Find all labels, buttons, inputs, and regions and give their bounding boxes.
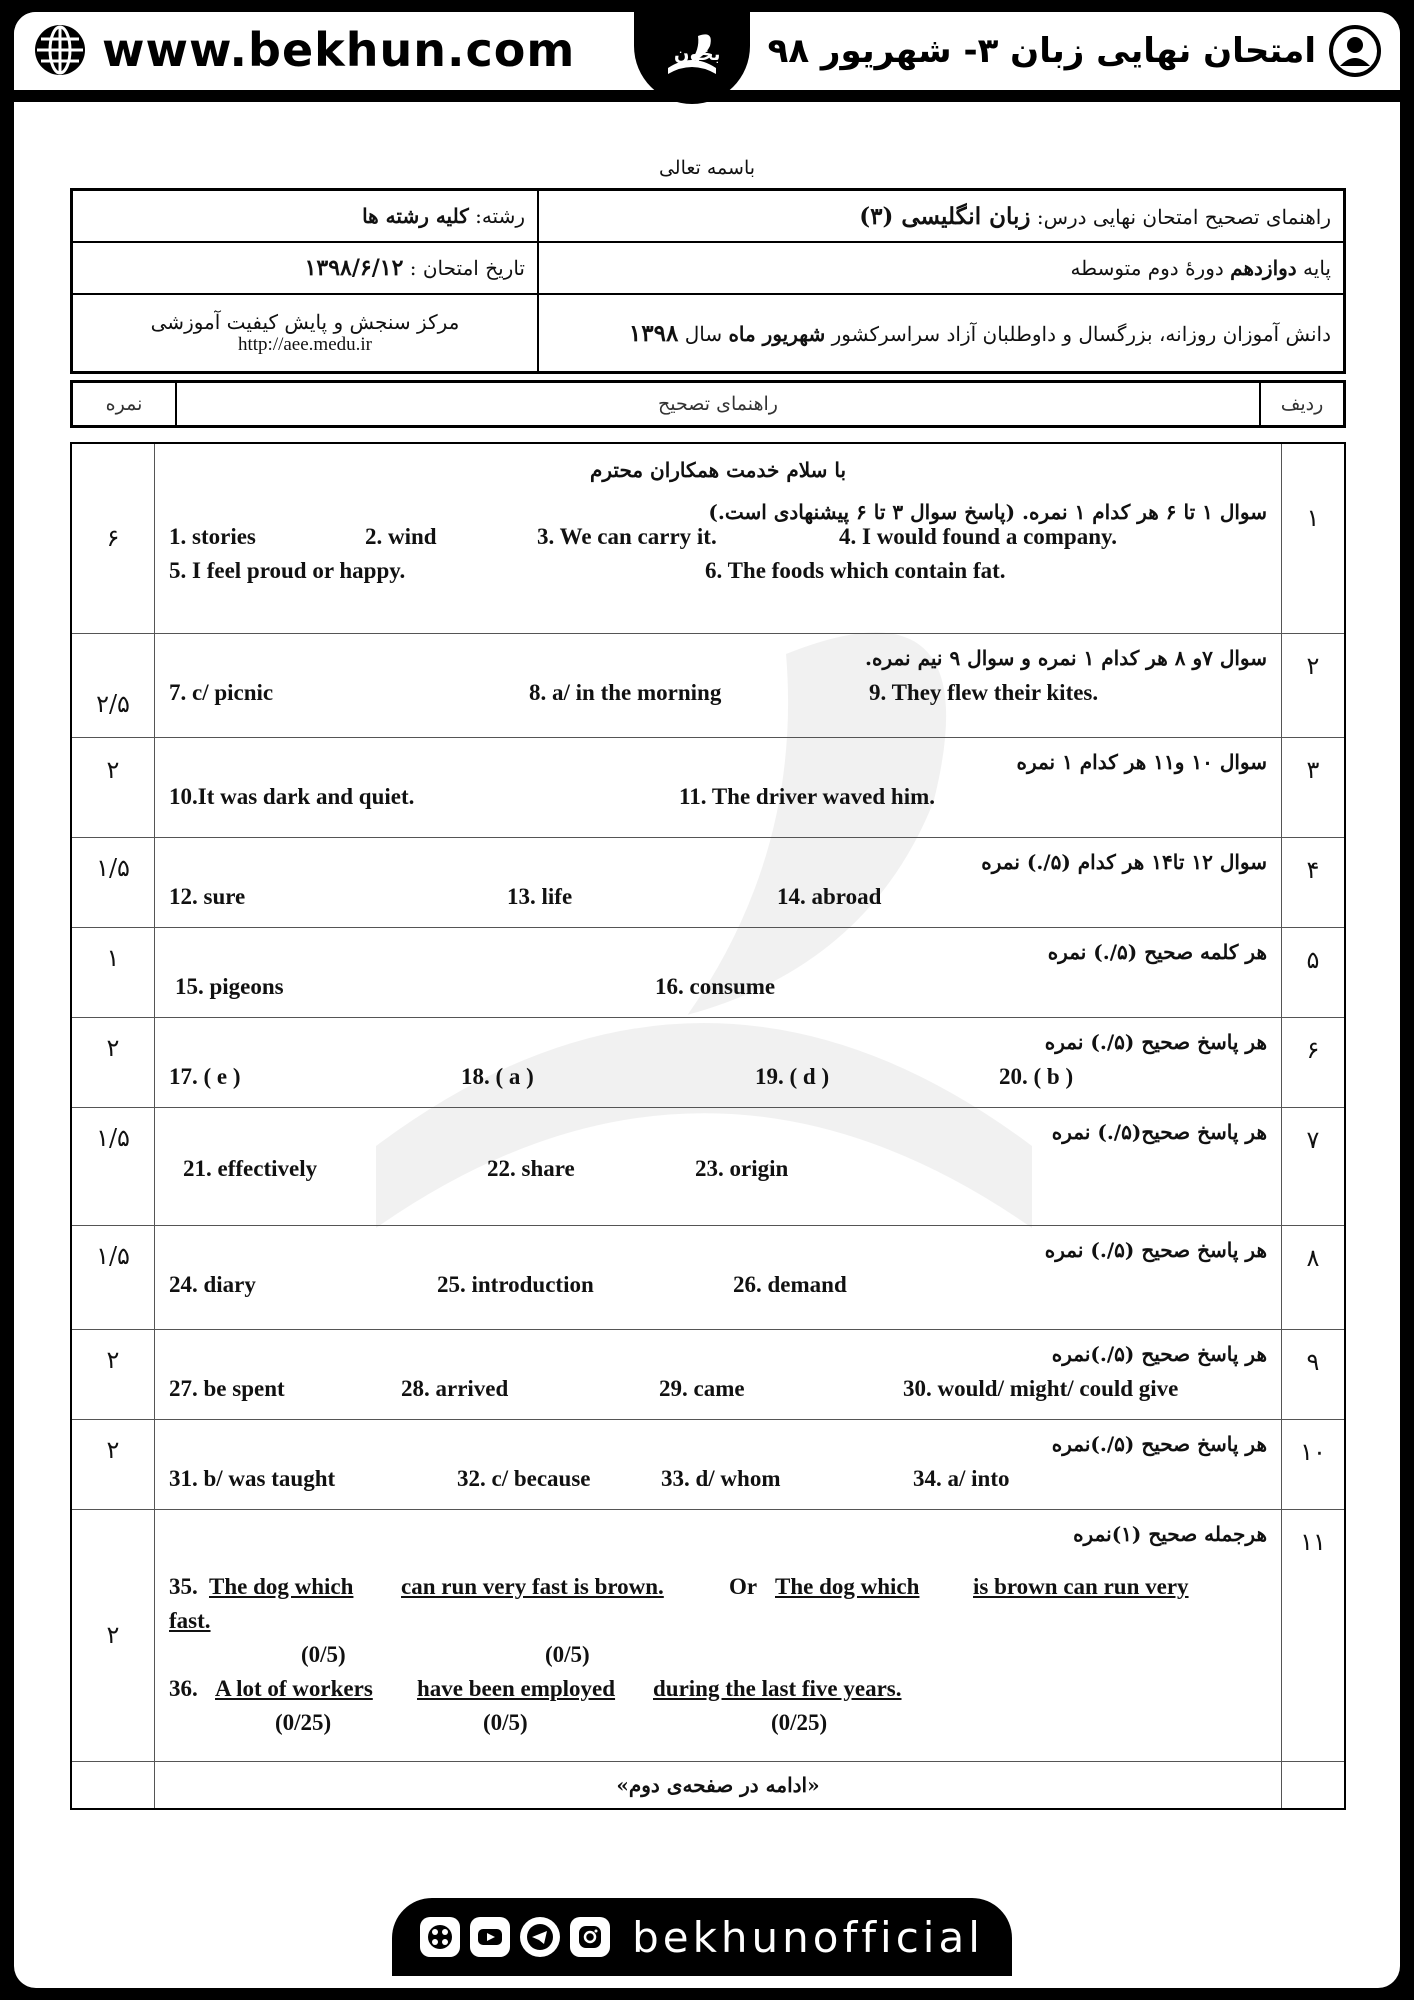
center-url[interactable]: http://aee.medu.ir xyxy=(237,334,372,355)
row-body xyxy=(155,1509,1282,1761)
site-url[interactable]: www.bekhun.com xyxy=(102,23,576,77)
grade-value: دوازدهم xyxy=(1230,256,1297,280)
column-header-table xyxy=(70,380,1346,428)
field-cell xyxy=(72,190,539,243)
answer-22: 22. share xyxy=(487,1155,575,1181)
row-number: ۸ xyxy=(1282,1225,1346,1329)
answer-5: 5. I feel proud or happy. xyxy=(169,558,406,583)
exam-title: امتحان نهایی زبان ۳- شهریور ۹۸ xyxy=(767,31,1316,71)
table-row xyxy=(71,1225,1345,1329)
sentence-36-part-c: during the last five years. xyxy=(653,1675,902,1701)
answer-7: 7. c/ picnic xyxy=(169,679,274,705)
answer-line xyxy=(169,1272,1267,1306)
row-body xyxy=(155,633,1282,737)
instagram-icon[interactable] xyxy=(570,1917,610,1957)
answer-table xyxy=(70,442,1346,1810)
answer-12: 12. sure xyxy=(169,883,246,909)
question-instruction: سوال ۱۰ و۱۱ هر کدام ۱ نمره xyxy=(1016,749,1267,774)
answer-line xyxy=(169,974,1267,1008)
sentence-35-or: Or xyxy=(729,1573,758,1599)
answer-24: 24. diary xyxy=(169,1271,256,1297)
table-row xyxy=(71,633,1345,737)
row-number: ۱۰ xyxy=(1282,1419,1346,1509)
table-row xyxy=(71,1761,1345,1809)
row-number: ۹ xyxy=(1282,1329,1346,1419)
table-row xyxy=(71,837,1345,927)
row-score: ۱ xyxy=(71,927,155,1017)
course-cell xyxy=(538,190,1345,243)
row-body xyxy=(155,443,1282,633)
user-icon xyxy=(1328,24,1382,78)
sentence-35-part-a: The dog which xyxy=(209,1573,354,1599)
row-number: ۴ xyxy=(1282,837,1346,927)
answer-15: 15. pigeons xyxy=(175,973,284,999)
row-body xyxy=(155,1017,1282,1107)
students-cell xyxy=(538,294,1345,373)
row-number: ۵ xyxy=(1282,927,1346,1017)
sentence-35-part-b: can run very fast is brown. xyxy=(401,1573,664,1599)
empty-cell xyxy=(71,1761,155,1809)
greeting: با سلام خدمت همکاران محترم xyxy=(589,458,847,482)
row-score: ۲ xyxy=(71,1509,155,1761)
sentence-36-part-a: A lot of workers xyxy=(215,1675,373,1701)
answer-21: 21. effectively xyxy=(183,1155,318,1181)
exam-info-table xyxy=(70,188,1346,374)
question-instruction: هر پاسخ صحیح (۵/.)نمره xyxy=(1051,1431,1267,1456)
question-instruction: سوال ۱۲ تا۱۴ هر کدام (۵/.) نمره xyxy=(981,849,1267,874)
date-cell xyxy=(72,242,539,294)
row-body xyxy=(155,737,1282,837)
continue-note: «ادامه در صفحه‌ی دوم» xyxy=(155,1761,1282,1809)
field-value: کلیه رشته ها xyxy=(362,204,469,228)
answer-11: 11. The driver waved him. xyxy=(679,783,935,809)
bismillah: باسمه تعالی xyxy=(658,157,756,179)
students-month: شهریور ماه xyxy=(728,321,826,346)
row-number: ۱ xyxy=(1282,443,1346,633)
question-instruction: سوال ۱ تا ۶ هر کدام ۱ نمره. (پاسخ سوال ۳ تا ۶ پیشنهادی است.) xyxy=(708,500,1267,524)
answer-line xyxy=(169,524,1267,558)
answer-3: 3. We can carry it. xyxy=(537,524,717,549)
answer-line xyxy=(169,1064,1267,1098)
table-row xyxy=(71,1107,1345,1225)
page xyxy=(14,12,1400,1988)
answer-line xyxy=(169,558,1267,592)
answer-1: 1. stories xyxy=(169,524,256,549)
students-year-label: سال xyxy=(684,321,723,346)
social-bar xyxy=(392,1898,1012,1976)
date-value: ۱۳۹۸/۶/۱۲ xyxy=(304,255,404,281)
sentence-36-mark-2: (0/5) xyxy=(483,1709,528,1735)
table-row xyxy=(71,443,1345,633)
answer-6: 6. The foods which contain fat. xyxy=(705,558,1006,583)
answer-20: 20. ( b ) xyxy=(999,1063,1074,1089)
answer-19: 19. ( d ) xyxy=(755,1063,830,1089)
col-score-header: نمره xyxy=(72,382,177,427)
answer-10: 10.It was dark and quiet. xyxy=(169,783,415,809)
row-score: ۱/۵ xyxy=(71,1107,155,1225)
table-row xyxy=(71,1017,1345,1107)
brand-logo-icon xyxy=(654,28,730,88)
row-body xyxy=(155,927,1282,1017)
answer-26: 26. demand xyxy=(733,1271,847,1297)
exam-title-block xyxy=(768,24,1382,78)
table-row xyxy=(71,1329,1345,1419)
social-handle[interactable]: bekhunofficial xyxy=(632,1912,984,1962)
col-row-header: ردیف xyxy=(1260,382,1345,427)
question-instruction: هر پاسخ صحیح(۵/.) نمره xyxy=(1051,1119,1267,1144)
question-instruction: هر پاسخ صحیح (۵/.)نمره xyxy=(1051,1341,1267,1366)
grade-level: دورهٔ دوم متوسطه xyxy=(1070,256,1224,280)
sentence-35-number: 35. xyxy=(169,1573,198,1599)
grade-cell xyxy=(538,242,1345,294)
globe-icon xyxy=(32,22,88,78)
sentence-35-part-e: fast. xyxy=(169,1607,211,1633)
sentence-36-mark-3: (0/25) xyxy=(771,1709,828,1735)
question-instruction: هر پاسخ صحیح (۵/.) نمره xyxy=(1044,1237,1267,1262)
row-score: ۱/۵ xyxy=(71,1225,155,1329)
sentence-35-part-d: is brown can run very xyxy=(973,1573,1189,1599)
row-score: ۲ xyxy=(71,737,155,837)
sentence-36-part-b: have been employed xyxy=(417,1675,616,1701)
row-number: ۷ xyxy=(1282,1107,1346,1225)
aparat-icon[interactable] xyxy=(420,1917,460,1957)
sentence-35-mark-2: (0/5) xyxy=(545,1641,590,1667)
date-label: تاریخ امتحان : xyxy=(409,256,525,280)
answer-2: 2. wind xyxy=(365,524,437,549)
row-body xyxy=(155,1107,1282,1225)
center-name: مرکز سنجش و پایش کیفیت آموزشی xyxy=(150,310,460,334)
row-number: ۶ xyxy=(1282,1017,1346,1107)
row-score: ۱/۵ xyxy=(71,837,155,927)
answer-line xyxy=(169,1608,1267,1642)
answer-33: 33. d/ whom xyxy=(661,1465,781,1491)
answer-14: 14. abroad xyxy=(777,883,882,909)
students-text: دانش آموزان روزانه، بزرگسال و داوطلبان آزاد سراسرکشور xyxy=(831,321,1331,346)
row-score: ۲/۵ xyxy=(71,633,155,737)
course-label: راهنمای تصحیح امتحان نهایی درس: xyxy=(1036,204,1331,229)
mark-line xyxy=(169,1642,1267,1676)
answer-32: 32. c/ because xyxy=(457,1465,591,1491)
question-instruction: هرجمله صحیح (۱)نمره xyxy=(1073,1521,1267,1546)
youtube-icon[interactable] xyxy=(470,1917,510,1957)
answer-31: 31. b/ was taught xyxy=(169,1465,336,1491)
row-body xyxy=(155,1225,1282,1329)
table-row xyxy=(71,737,1345,837)
answer-line xyxy=(169,1466,1267,1500)
answer-18: 18. ( a ) xyxy=(461,1063,534,1089)
row-score: ۲ xyxy=(71,1419,155,1509)
answer-line xyxy=(169,680,1267,714)
question-instruction: سوال ۷و ۸ هر کدام ۱ نمره و سوال ۹ نیم نمره. xyxy=(865,645,1267,670)
answer-29: 29. came xyxy=(659,1375,745,1401)
site-link[interactable] xyxy=(32,22,575,78)
answer-line xyxy=(169,784,1267,818)
row-body xyxy=(155,837,1282,927)
answer-line xyxy=(169,884,1267,918)
sentence-36-mark-1: (0/25) xyxy=(275,1709,332,1735)
row-body xyxy=(155,1419,1282,1509)
row-score: ۶ xyxy=(71,443,155,633)
answer-line xyxy=(169,1574,1267,1608)
sentence-36-number: 36. xyxy=(169,1675,198,1701)
answer-9: 9. They flew their kites. xyxy=(869,679,1099,705)
grade-label: پایه xyxy=(1303,256,1331,280)
answer-8: 8. a/ in the morning xyxy=(529,679,722,705)
question-instruction: هر پاسخ صحیح (۵/.) نمره xyxy=(1044,1029,1267,1054)
answer-16: 16. consume xyxy=(655,973,776,999)
empty-cell xyxy=(1282,1761,1346,1809)
answer-line xyxy=(169,1156,1267,1190)
table-row xyxy=(71,1509,1345,1761)
students-year: ۱۳۹۸ xyxy=(628,319,679,347)
sentence-35-part-c: The dog which xyxy=(775,1573,920,1599)
mark-line xyxy=(169,1710,1267,1744)
center-cell xyxy=(72,294,539,373)
answer-25: 25. introduction xyxy=(437,1271,594,1297)
sentence-35-mark-1: (0/5) xyxy=(301,1641,346,1667)
answer-line xyxy=(169,1376,1267,1410)
row-number: ۱۱ xyxy=(1282,1509,1346,1761)
row-number: ۲ xyxy=(1282,633,1346,737)
field-label: رشته: xyxy=(475,204,525,228)
answer-34: 34. a/ into xyxy=(913,1465,1010,1491)
answer-30: 30. would/ might/ could give xyxy=(903,1375,1179,1401)
row-score: ۲ xyxy=(71,1329,155,1419)
course-value: زبان انگلیسی (۳) xyxy=(859,202,1031,230)
answer-23: 23. origin xyxy=(695,1155,789,1181)
answer-28: 28. arrived xyxy=(401,1375,509,1401)
row-number: ۳ xyxy=(1282,737,1346,837)
telegram-icon[interactable] xyxy=(520,1917,560,1957)
row-body xyxy=(155,1329,1282,1419)
table-row xyxy=(71,927,1345,1017)
table-row xyxy=(71,1419,1345,1509)
answer-17: 17. ( e ) xyxy=(169,1063,241,1089)
brand-logo-text: بخون xyxy=(674,44,721,65)
answer-4: 4. I would found a company. xyxy=(839,524,1117,549)
answer-27: 27. be spent xyxy=(169,1375,285,1401)
answer-line xyxy=(169,1676,1267,1710)
question-instruction: هر کلمه صحیح (۵/.) نمره xyxy=(1047,939,1267,964)
answer-13: 13. life xyxy=(507,883,573,909)
row-score: ۲ xyxy=(71,1017,155,1107)
col-guide-header: راهنمای تصحیح xyxy=(176,382,1260,427)
